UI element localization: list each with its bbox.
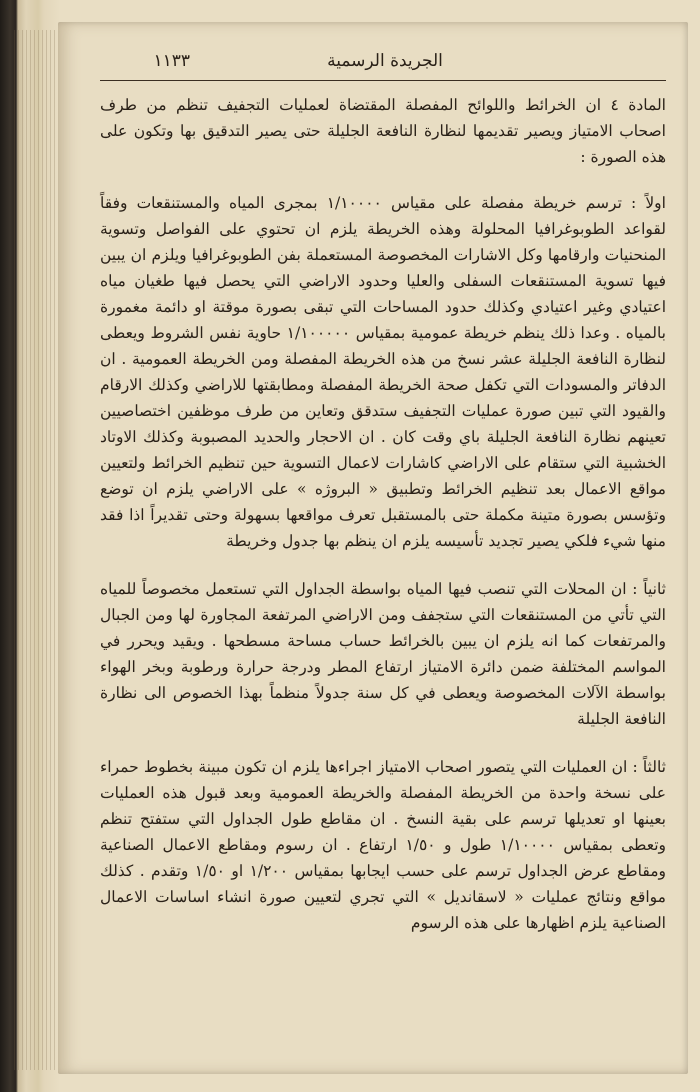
clause-third-text: ان العمليات التي يتصور اصحاب الامتياز اجراءها يلزم ان تكون مبينة بخطوط حمراء على نسخة واحدة من الخريطة المفصلة والخريطة العمومية وبعد قبول هذه العمليات بعينها او تعديلها ترسم على بقية النسخ . ان مقاطع طول الجداول التي ستفتح تنظم وتعطى بمقياس ١/١٠٠٠٠ طول و ١/٥٠ ارتفاع . ان رسوم ومقاطع الاعمال الصناعية ومقاطع عرض الجداول ترسم على حسب ايجابها بمقياس ١/٢٠٠ او ١/٥٠ وتقدم . كذلك مواقع ونتائج عمليات « لاسقانديل » التي تجري لتعيين صورة انشاء اساسات الاعمال الصناعية يلزم اظهارها على هذه الرسوم xyxy=(100,758,667,932)
clause-third xyxy=(100,754,666,936)
article-intro: المادة ٤ ان الخرائط واللوائح المفصلة المقتضاة لعمليات التجفيف تنظم من طرف اصحاب الامتياز ويصير تقديمها لنظارة النافعة الجليلة حتى يصير التدقيق بها وتكون على هذه الصورة : xyxy=(100,96,666,166)
page-number: ١١٣٣ xyxy=(153,51,190,71)
clause-first-text: ترسم خريطة مفصلة على مقياس ١/١٠٠٠٠ بمجرى المياه والمستنقعات وفقاً لقواعد الطوبوغرافيا المحلولة وهذه الخريطة يلزم ان تحتوي على الفواصل وتسوية المنحنيات وارقامها وكل الاشارات المخصوصة المستعملة بفن الطوبوغرافيا ويلزم ان يبين فيها تسوية المستنقعات السفلى والعليا وحدود الاراضي التي يحصل فيها طغيان مياه اعتيادي وغير اعتيادي وكذلك حدود المساحات التي تبقى بصورة موقتة او دائمة مغمورة بالمياه . وعدا ذلك ينظم خريطة عمومية بمقياس ١/١٠٠٠٠٠ حاوية نفس الشروط ويعطى لنظارة النافعة الجليلة عشر نسخ من هذه الخريطة المفصلة ومن الخريطة العمومية . ان الدفاتر والمسودات التي تكفل صحة الخريطة المفصلة ومطابقتها للاراضي وكذلك الارقام والقيود التي تبين صورة عمليات التجفيف ستدقق وتعاين من طرف موظفين اختصاصيين تعينهم نظارة النافعة الجليلة باي وقت كان . ان الاحجار والحديد المصبوبة وكذلك الاوتاد الخشبية التي ستقام على الاراضي كاشارات لاعمال التسوية حين تنظيم الخرائط ولتعيين مواقع الاعمال بعد تنظيم الخرائط وتطبيق « البروژه » على الاراضي يلزم ان توضع وتؤسس بصورة متينة مكملة حتى بالمستقبل تعرف مواقعها بسهولة وحتى تقديراً اذا فقد منها شيء فلكي يصير تجديد تأسيسه يلزم ان ينظم بها جدول وخريطة xyxy=(100,194,666,550)
running-header xyxy=(110,48,660,74)
article-body xyxy=(100,92,666,958)
header-title: الجريدة الرسمية xyxy=(327,51,443,71)
clause-third-label: ثالثاً : xyxy=(627,758,666,776)
clause-second xyxy=(100,576,666,732)
clause-second-text: ان المحلات التي تنصب فيها المياه بواسطة الجداول التي تستعمل مخصوصاً للمياه التي تأتي من المستنقعات التي ستجفف ومن الاراضي المرتفعة المجاورة لها ومن الجبال والمرتفعات كما انه يلزم ان يبين بالخرائط حساب مساحة مسطحها . ويقيد ويحرر في المواسم المختلفة ضمن دائرة الامتياز ارتفاع المطر ودرجة حرارة ورطوبة وبخر الهواء بواسطة الآلات المخصوصة ويعطى في كل سنة جدولاً منظماً بهذا الخصوص الى نظارة النافعة الجليلة xyxy=(100,580,666,728)
clause-first xyxy=(100,190,666,554)
clause-first-label: اولاً : xyxy=(621,194,666,212)
clause-second-label: ثانياً : xyxy=(626,580,666,598)
page-edges xyxy=(14,30,64,1070)
header-rule xyxy=(100,80,666,81)
